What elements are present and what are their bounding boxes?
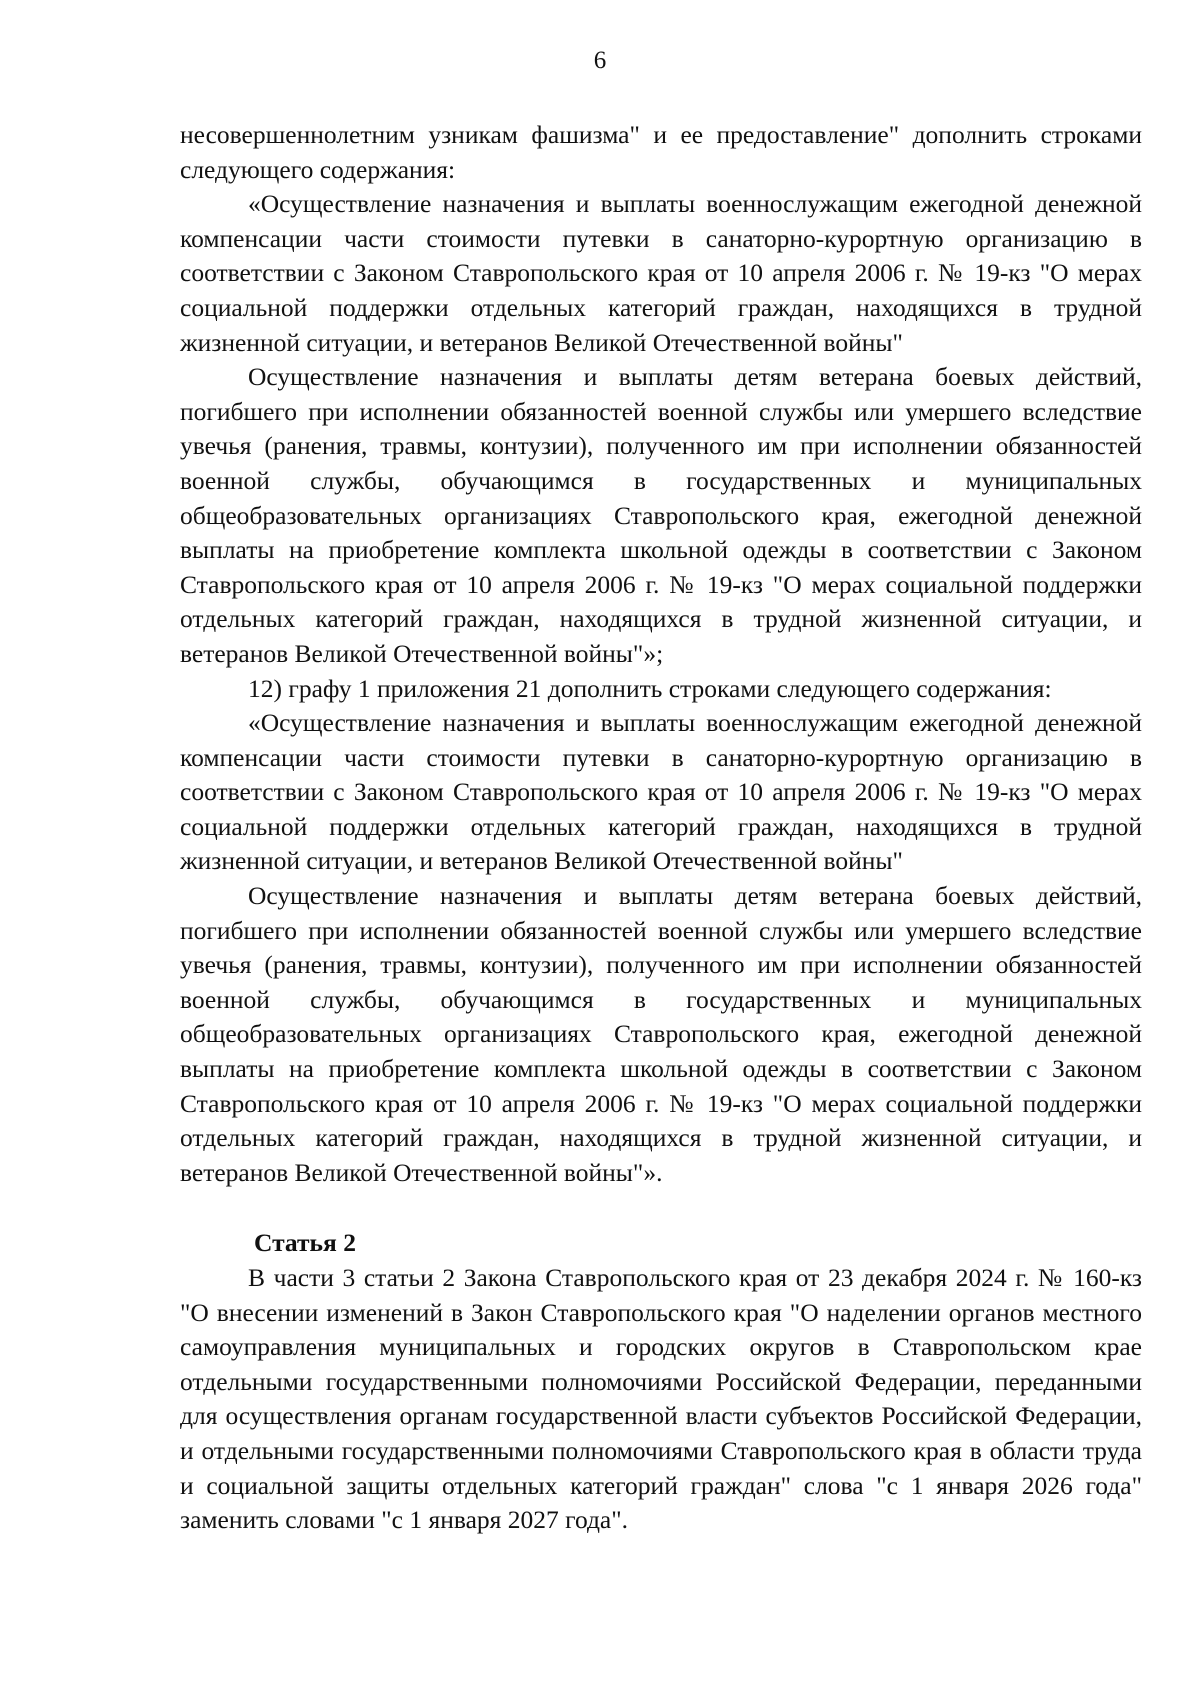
paragraph-military-compensation-1: «Осуществление назначения и выплаты военнослужащим ежегодной денежной компенсации части стоимости путевки в санаторно-курортную организацию в соответствии с Законом Ставропольского края от 10 апреля 2006 г. № 19-кз "О мерах социальной поддержки отдельных категорий граждан, находящихся в трудной жизненной ситуации, и ветеранов Великой Отечественной войны" [180, 189, 1142, 357]
article-2-text: В части 3 статьи 2 Закона Ставропольского края от 23 декабря 2024 г. № 160-кз "О внесении изменений в Закон Ставропольского края "О наделении органов местного самоуправления муниципальных и городских округов в Ставропольском крае отдельными государственными полномочиями Российской Федерации, переданными для осуществления органам государственной власти субъектов Российской Федерации, и отдельными государственными полномочиями Ставропольского края в области труда и социальной защиты отдельных категорий граждан" слова "с 1 января 2026 года" заменить словами "с 1 января 2027 года". [180, 1263, 1142, 1535]
page-number: 6 [593, 47, 607, 74]
paragraph-continuation: несовершеннолетним узникам фашизма" и ее предоставление" дополнить строками следующего содержания: [180, 120, 1142, 184]
paragraph-item-12: 12) графу 1 приложения 21 дополнить строками следующего содержания: [248, 673, 1052, 703]
paragraph-school-uniform-payment-1: Осуществление назначения и выплаты детям ветерана боевых действий, погибшего при исполнении обязанностей военной службы или умершего вследствие увечья (ранения, травмы, контузии), полученного им при исполнении обязанностей военной службы, обучающимся в государственных и муниципальных общеобразовательных организациях Ставропольского края, ежегодной денежной выплаты на приобретение комплекта школьной одежды в соответствии с Законом Ставропольского края от 10 апреля 2006 г. № 19-кз "О мерах социальной поддержки отдельных категорий граждан, находящихся в трудной жизненной ситуации, и ветеранов Великой Отечественной войны"»; [180, 362, 1142, 668]
section-spacer [180, 1190, 1142, 1226]
article-heading: Статья 2 [254, 1228, 356, 1258]
paragraph-military-compensation-2: «Осуществление назначения и выплаты военнослужащим ежегодной денежной компенсации части стоимости путевки в санаторно-курортную организацию в соответствии с Законом Ставропольского края от 10 апреля 2006 г. № 19-кз "О мерах социальной поддержки отдельных категорий граждан, находящихся в трудной жизненной ситуации, и ветеранов Великой Отечественной войны" [180, 708, 1142, 876]
paragraph-school-uniform-payment-2: Осуществление назначения и выплаты детям ветерана боевых действий, погибшего при исполнении обязанностей военной службы или умершего вследствие увечья (ранения, травмы, контузии), полученного им при исполнении обязанностей военной службы, обучающимся в государственных и муниципальных общеобразовательных организациях Ставропольского края, ежегодной денежной выплаты на приобретение комплекта школьной одежды в соответствии с Законом Ставропольского края от 10 апреля 2006 г. № 19-кз "О мерах социальной поддержки отдельных категорий граждан, находящихся в трудной жизненной ситуации, и ветеранов Великой Отечественной войны"». [180, 881, 1142, 1187]
document-body [180, 118, 1142, 1538]
